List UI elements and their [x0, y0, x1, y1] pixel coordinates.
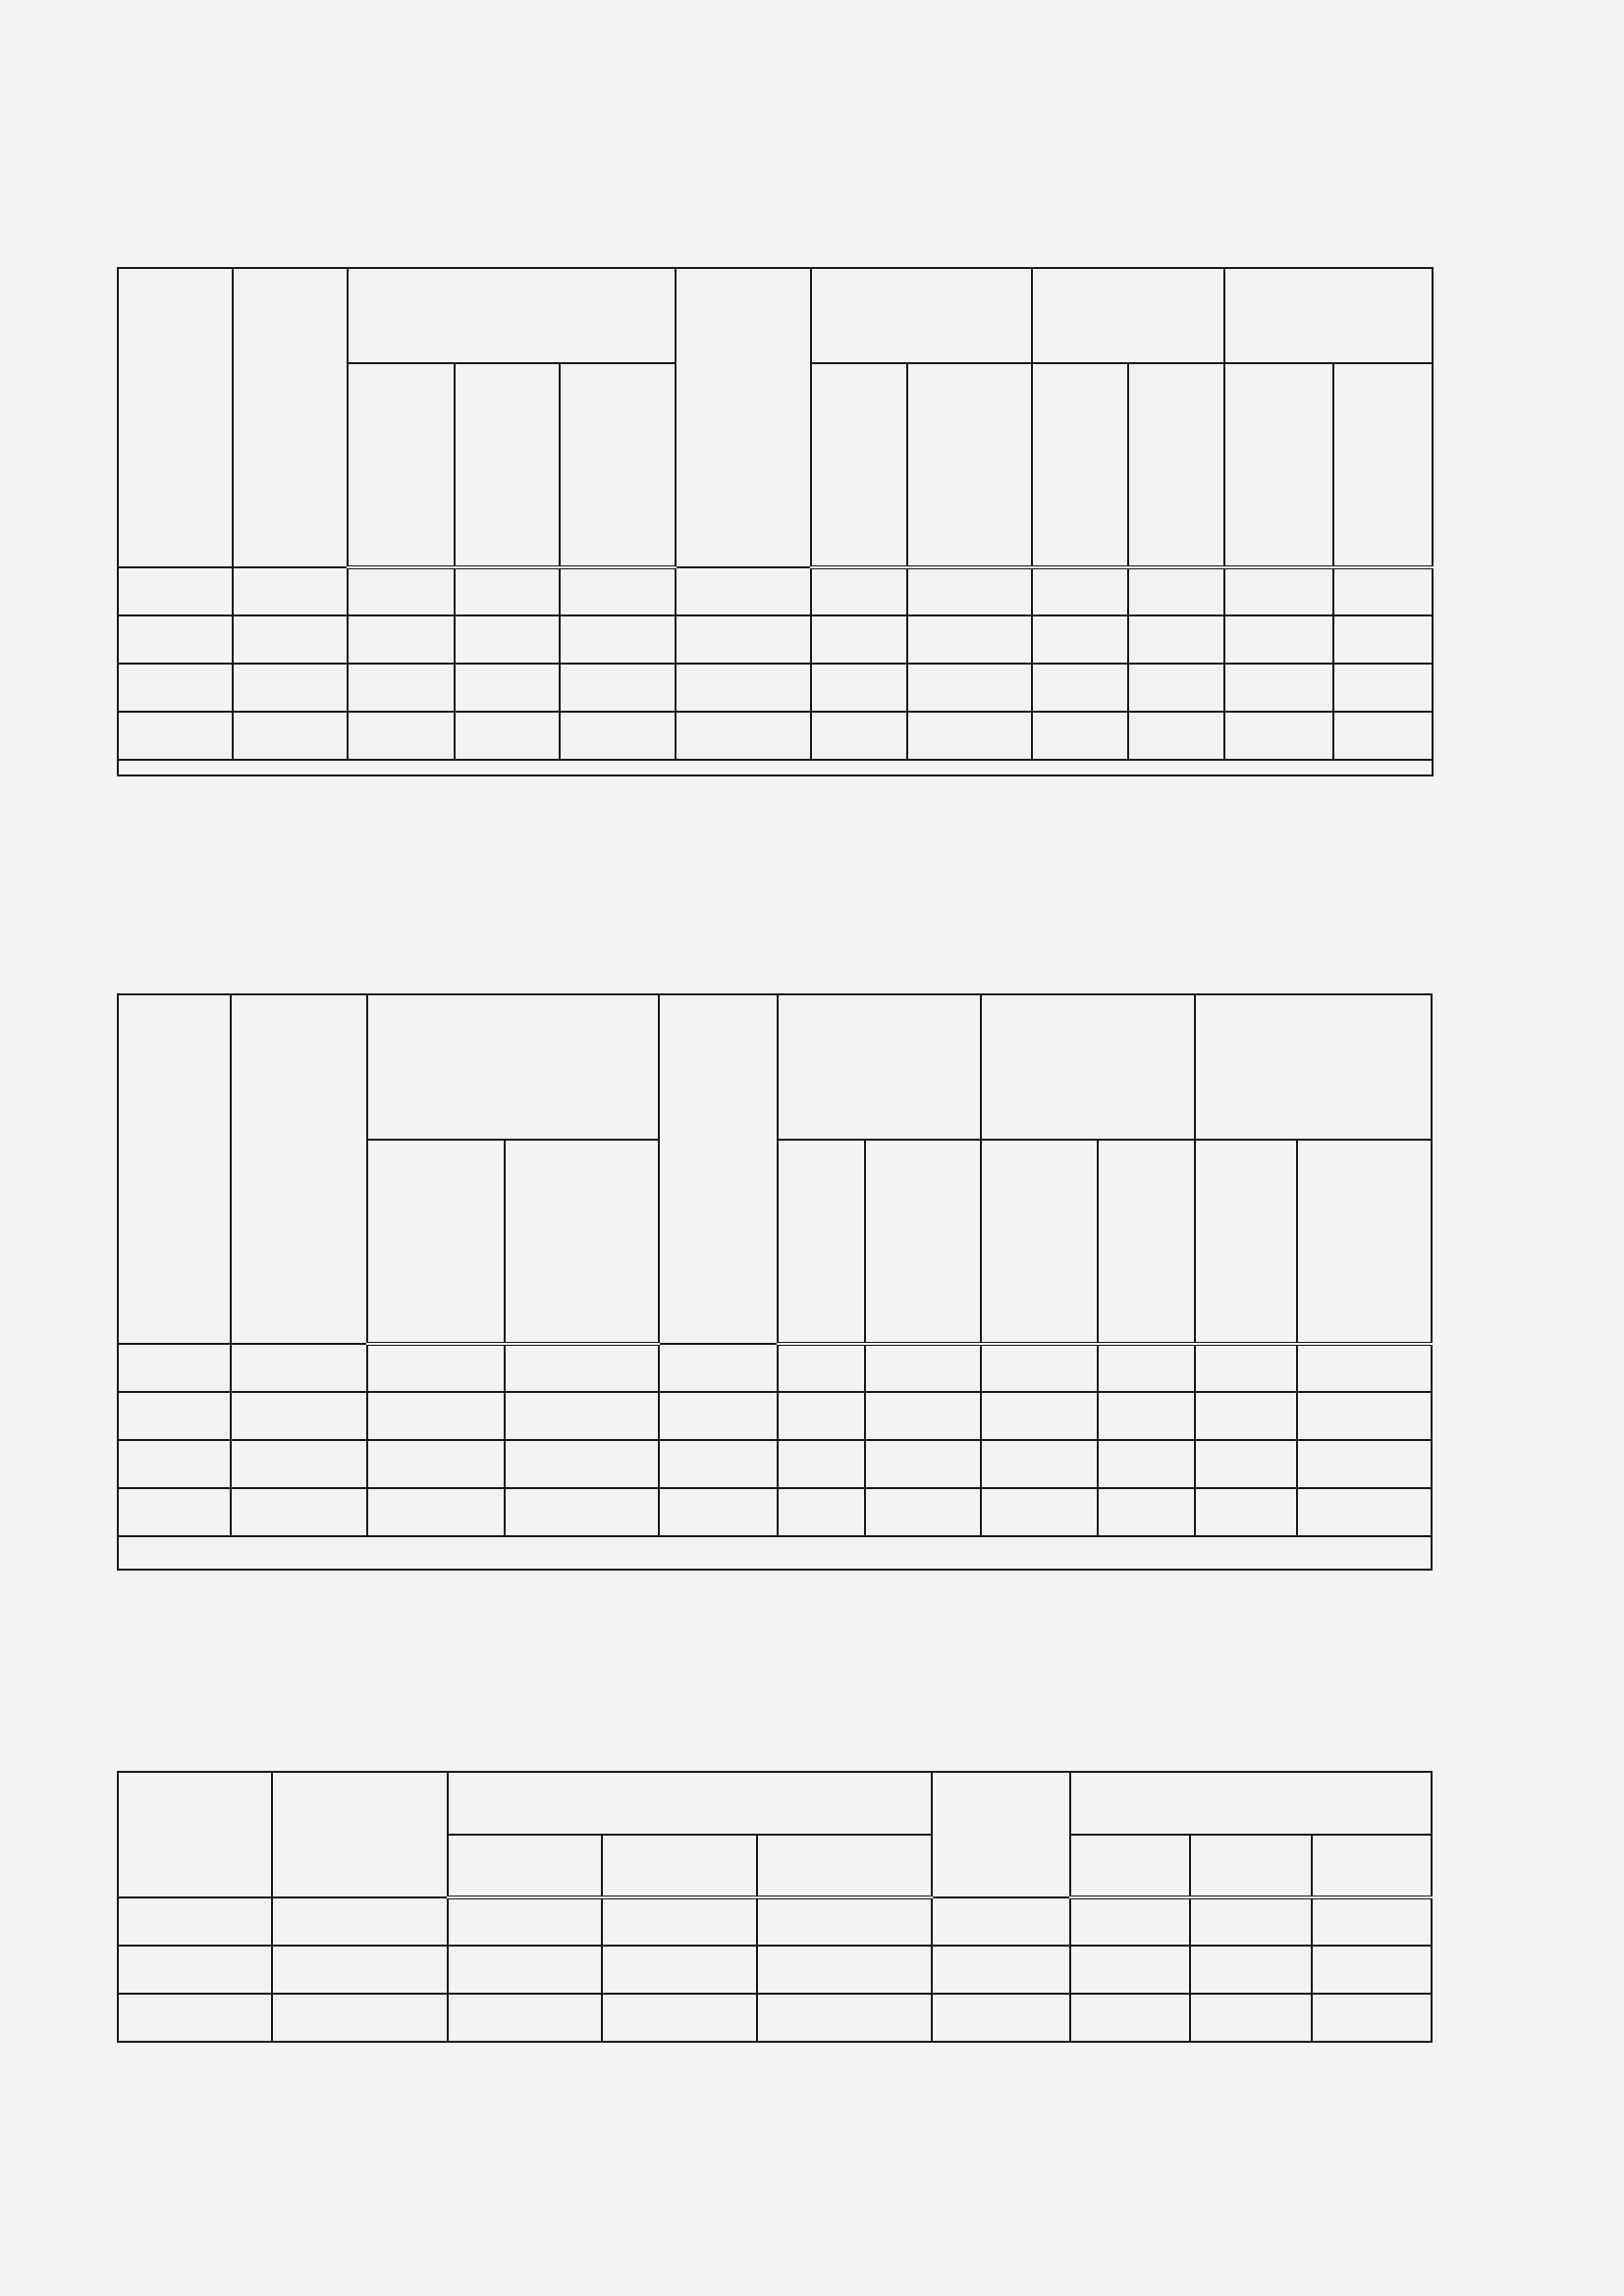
table1-header-extra-params	[1224, 268, 1433, 363]
table2-subheader-main-rod	[367, 1140, 505, 1344]
table1-header-main-sizes	[348, 268, 676, 363]
table3-header-number	[118, 1772, 272, 1897]
table-a2	[117, 993, 1433, 1571]
table1-subheader-horizontal-test	[1128, 363, 1224, 567]
table2-header-mass	[659, 994, 778, 1344]
table3-subheader-size-3	[757, 1835, 932, 1897]
table1-header-designation	[233, 268, 348, 567]
row-number	[118, 1392, 231, 1440]
table1-header-horizontal-load	[1032, 268, 1224, 363]
table-row	[118, 1344, 1432, 1392]
table-row	[118, 1440, 1432, 1488]
table1-caption	[117, 226, 130, 252]
table2-notes	[118, 1536, 1432, 1570]
table-row	[118, 615, 1433, 664]
table2-subheader-add-test	[1098, 1140, 1195, 1344]
table2-header-horizontal-main	[778, 994, 981, 1140]
table3-header-designation	[272, 1772, 448, 1897]
table1-subheader-horizontal-allowed	[1032, 363, 1128, 567]
table3-subheader-size-2	[602, 1835, 757, 1897]
table2-header-main-sizes	[367, 994, 659, 1140]
table2-subheader-main-test	[865, 1140, 981, 1344]
row-number	[118, 1488, 231, 1536]
table3-subheader-extra-1	[1070, 1835, 1190, 1897]
table-row	[118, 567, 1433, 615]
table-a1	[117, 267, 1434, 776]
table1-subheader-extra-2	[1333, 363, 1433, 567]
table2-header-number	[118, 994, 231, 1344]
table2-header-designation	[231, 994, 367, 1344]
table3-header-mass	[932, 1772, 1070, 1897]
row-number	[118, 1994, 272, 2042]
table1-notes	[118, 760, 1433, 775]
table2-subheader-main-allowed	[778, 1140, 865, 1344]
table1-header-vertical-load	[811, 268, 1032, 363]
table2-caption	[117, 952, 130, 979]
table-a3	[117, 1771, 1433, 2043]
row-number	[118, 712, 233, 760]
row-number	[118, 1897, 272, 1946]
table-row	[118, 1994, 1432, 2042]
table1-subheader-rod-length	[455, 363, 560, 567]
table1-header-number	[118, 268, 233, 567]
table-row	[118, 1488, 1432, 1536]
row-number	[118, 1946, 272, 1994]
table3-header-extra-params	[1070, 1772, 1432, 1835]
table-row	[118, 712, 1433, 760]
table3-subheader-size-1	[448, 1835, 602, 1897]
table-row	[118, 1897, 1432, 1946]
table2-header-horizontal-additional	[981, 994, 1195, 1140]
table1-subheader-console-length	[348, 363, 455, 567]
row-number	[118, 664, 233, 712]
row-number	[118, 1440, 231, 1488]
table1-subheader-vertical-allowed	[811, 363, 907, 567]
table3-subheader-extra-2	[1190, 1835, 1312, 1897]
row-number	[118, 1344, 231, 1392]
table1-header-mass	[676, 268, 811, 567]
table2-subheader-extra-1	[1195, 1140, 1297, 1344]
table2-subheader-additional-rod	[505, 1140, 659, 1344]
table-row	[118, 1946, 1432, 1994]
table2-subheader-extra-2	[1297, 1140, 1432, 1344]
table3-header-main-sizes	[448, 1772, 932, 1835]
row-number	[118, 567, 233, 615]
table1-subheader-extra-1	[1224, 363, 1333, 567]
table3-subheader-extra-3	[1312, 1835, 1432, 1897]
table1-subheader-strut-length	[560, 363, 676, 567]
table-row	[118, 664, 1433, 712]
table3-caption	[117, 1730, 130, 1756]
table2-subheader-add-allowed	[981, 1140, 1098, 1344]
table2-header-extra-params	[1195, 994, 1432, 1140]
table-row	[118, 1392, 1432, 1440]
table1-subheader-vertical-test	[907, 363, 1032, 567]
row-number	[118, 615, 233, 664]
